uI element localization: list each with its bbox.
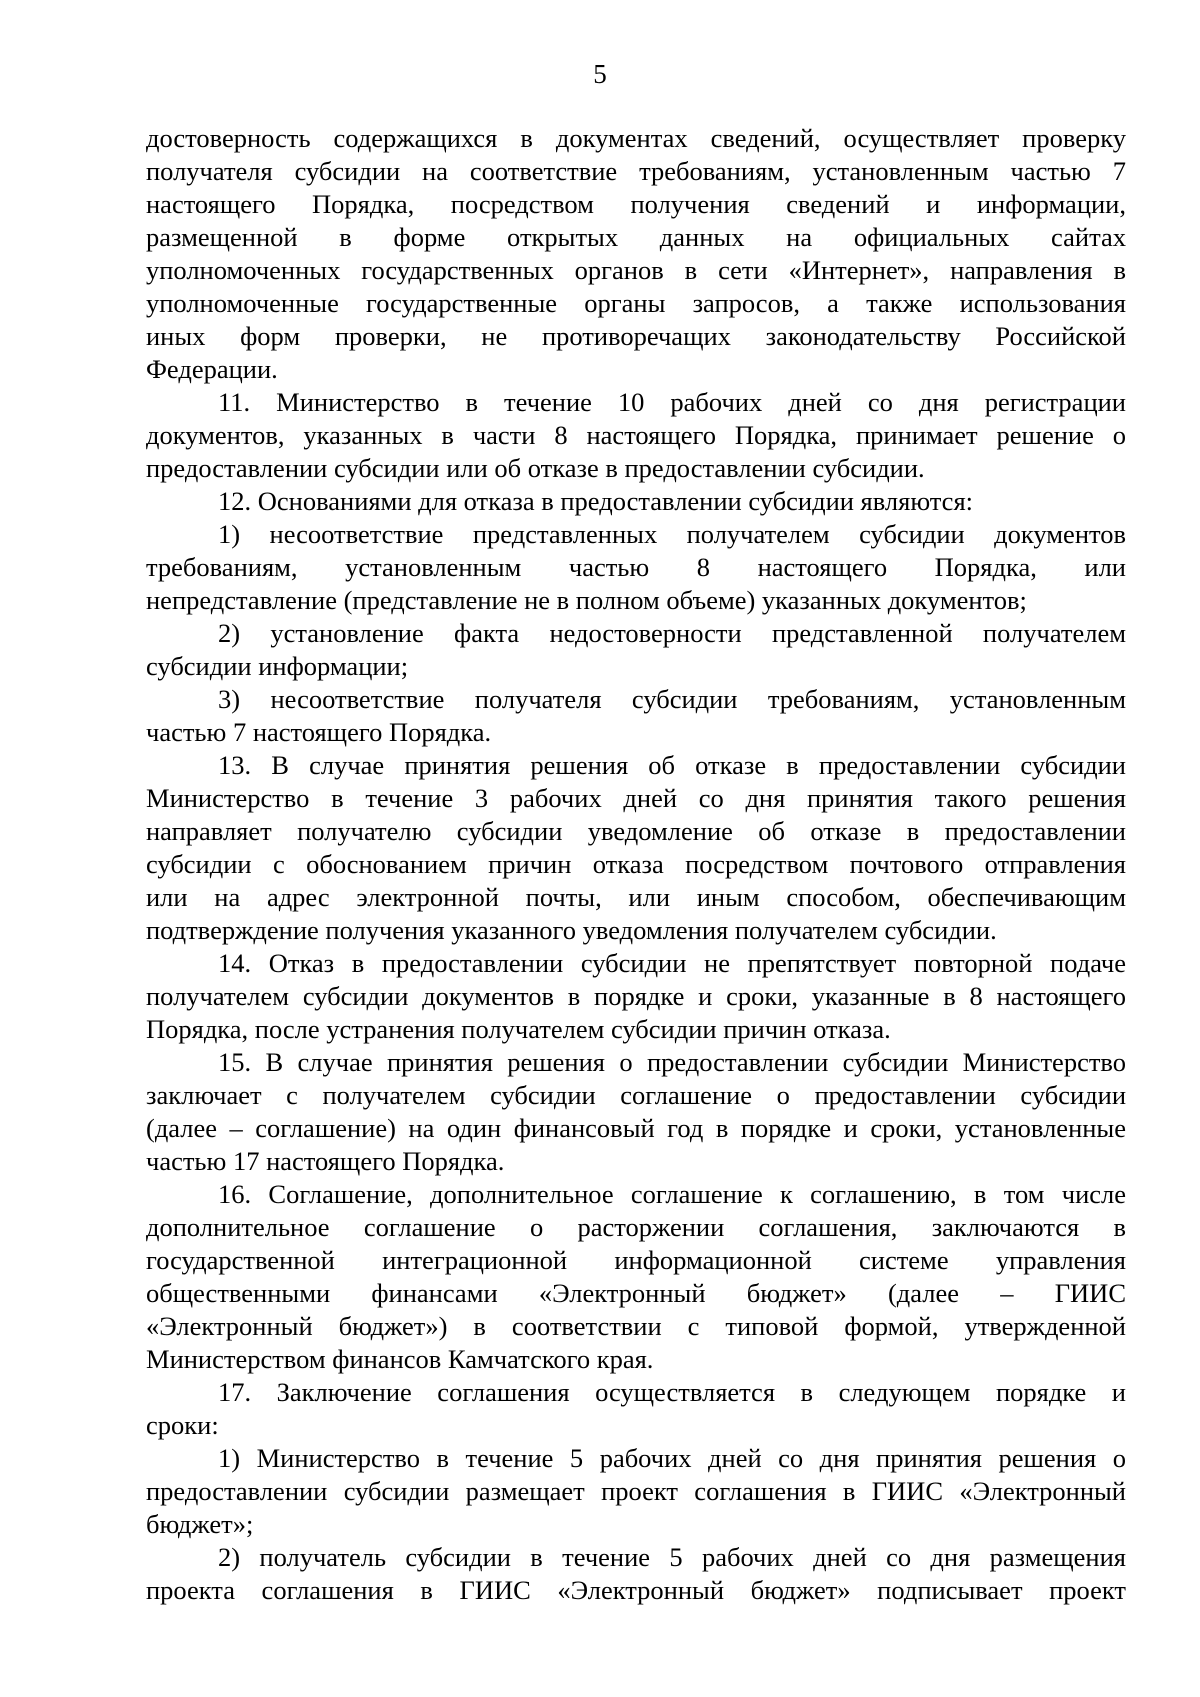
paragraph [146,518,1126,617]
page-number: 5 [593,59,607,89]
text-line: размещенной в форме открытых данных на официальных сайтах [146,222,1126,252]
paragraph [146,386,1126,485]
paragraph [146,617,1126,683]
text-line: документов, указанных в части 8 настоящего Порядка, принимает решение о [146,420,1126,450]
text-line: 17. Заключение соглашения осуществляется в следующем порядке и [218,1377,1126,1407]
text-line: подтверждение получения указанного уведомления получателем субсидии. [146,915,997,945]
text-line: бюджет»; [146,1509,254,1539]
text-line: 13. В случае принятия решения об отказе в предоставлении субсидии [218,750,1126,780]
text-line: достоверность содержащихся в документах сведений, осуществляет проверку [146,123,1126,153]
text-line: требованиям, установленным частью 8 настоящего Порядка, или [146,552,1126,582]
text-line: настоящего Порядка, посредством получения сведений и информации, [146,189,1126,219]
document-body [146,122,1126,1607]
text-line: частью 7 настоящего Порядка. [146,717,492,747]
text-line: Порядка, после устранения получателем субсидии причин отказа. [146,1014,891,1044]
text-line: 11. Министерство в течение 10 рабочих дней со дня регистрации [218,387,1126,417]
paragraph [146,1046,1126,1178]
paragraph [146,749,1126,947]
text-line: заключает с получателем субсидии соглашение о предоставлении субсидии [146,1080,1126,1110]
text-line: субсидии с обоснованием причин отказа посредством почтового отправления [146,849,1126,879]
text-line: непредставление (представление не в полном объеме) указанных документов; [146,585,1027,615]
text-line: 2) установление факта недостоверности представленной получателем [218,618,1126,648]
text-line: уполномоченные государственные органы запросов, а также использования [146,288,1126,318]
text-line: 12. Основаниями для отказа в предоставлении субсидии являются: [218,486,973,516]
text-line: получателя субсидии на соответствие требованиям, установленным частью 7 [146,156,1126,186]
paragraph [146,1541,1126,1607]
text-line: 1) Министерство в течение 5 рабочих дней со дня принятия решения о [218,1443,1126,1473]
text-line: проекта соглашения в ГИИС «Электронный бюджет» подписывает проект [146,1575,1126,1605]
text-line: государственной интеграционной информационной системе управления [146,1245,1126,1275]
text-line: 1) несоответствие представленных получателем субсидии документов [218,519,1126,549]
text-line: направляет получателю субсидии уведомление об отказе в предоставлении [146,816,1126,846]
text-line: 3) несоответствие получателя субсидии требованиям, установленным [218,684,1126,714]
text-line: иных форм проверки, не противоречащих законодательству Российской [146,321,1126,351]
text-line: или на адрес электронной почты, или иным способом, обеспечивающим [146,882,1126,912]
text-line: дополнительное соглашение о расторжении соглашения, заключаются в [146,1212,1126,1242]
paragraph [146,683,1126,749]
paragraph [146,485,1126,518]
text-line: 15. В случае принятия решения о предоставлении субсидии Министерство [218,1047,1126,1077]
text-line: Министерством финансов Камчатского края. [146,1344,654,1374]
paragraph [146,1376,1126,1442]
text-line: 14. Отказ в предоставлении субсидии не препятствует повторной подаче [218,948,1126,978]
text-line: предоставлении субсидии размещает проект соглашения в ГИИС «Электронный [146,1476,1126,1506]
text-line: Министерство в течение 3 рабочих дней со дня принятия такого решения [146,783,1126,813]
text-line: субсидии информации; [146,651,409,681]
paragraph [146,1442,1126,1541]
paragraph [146,947,1126,1046]
text-line: 16. Соглашение, дополнительное соглашение к соглашению, в том числе [218,1179,1126,1209]
text-line: 2) получатель субсидии в течение 5 рабочих дней со дня размещения [218,1542,1126,1572]
text-line: общественными финансами «Электронный бюджет» (далее – ГИИС [146,1278,1126,1308]
text-line: получателем субсидии документов в порядке и сроки, указанные в 8 настоящего [146,981,1126,1011]
text-line: предоставлении субсидии или об отказе в предоставлении субсидии. [146,453,925,483]
text-line: «Электронный бюджет») в соответствии с типовой формой, утвержденной [146,1311,1126,1341]
text-line: Федерации. [146,354,278,384]
text-line: уполномоченных государственных органов в сети «Интернет», направления в [146,255,1126,285]
paragraph [146,122,1126,386]
paragraph [146,1178,1126,1376]
text-line: частью 17 настоящего Порядка. [146,1146,505,1176]
text-line: сроки: [146,1410,219,1440]
text-line: (далее – соглашение) на один финансовый год в порядке и сроки, установленные [146,1113,1126,1143]
